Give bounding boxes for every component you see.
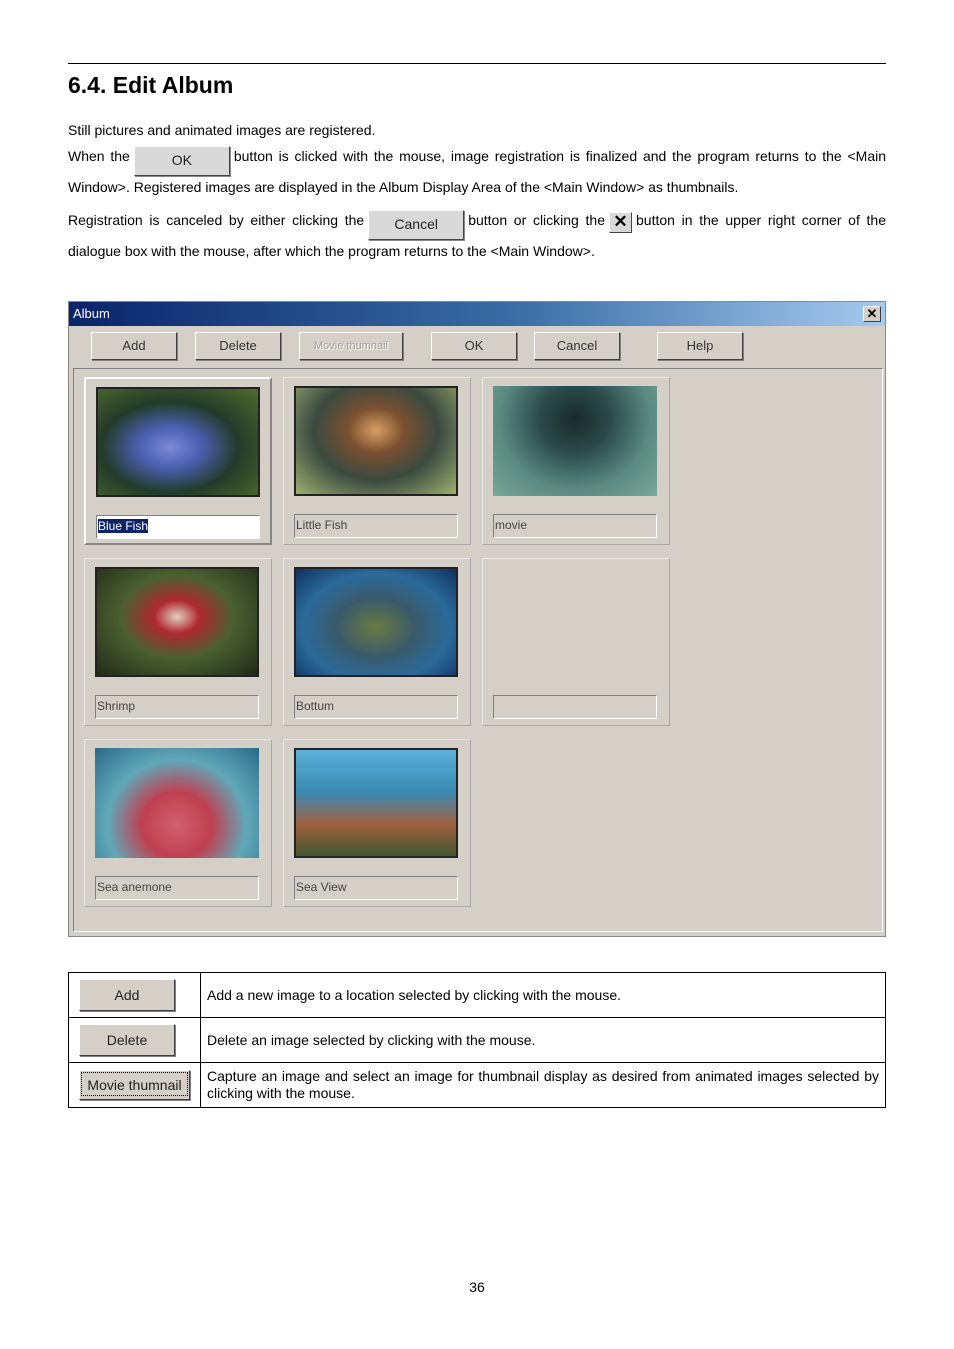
help-button[interactable]: Help: [657, 332, 743, 360]
table-description: Delete an image selected by clicking with the mouse.: [201, 1018, 886, 1063]
ok-button[interactable]: OK: [431, 332, 517, 360]
add-button[interactable]: Add: [91, 332, 177, 360]
ok-paragraph: [68, 145, 886, 198]
album-item[interactable]: [84, 377, 272, 545]
album-item[interactable]: [482, 377, 670, 545]
table-row: [69, 1018, 886, 1063]
thumbnail-image[interactable]: [493, 386, 657, 496]
ok-para-after: button is clicked with the mouse, image registration is finalized and the program returns to the <Main Window>. Registered images are displayed in the Album Display Area of the <Main Window> as thumbnails.: [68, 148, 886, 195]
cancel-paragraph: [68, 209, 886, 262]
item-label-field[interactable]: [96, 515, 260, 539]
cancel-button[interactable]: Cancel: [534, 332, 620, 360]
section-title: 6.4. Edit Album: [68, 72, 234, 98]
table-row: [69, 1063, 886, 1108]
album-item[interactable]: [283, 558, 471, 726]
item-label-field[interactable]: movie: [493, 514, 657, 538]
cancel-para-before: Registration is canceled by either clicking the: [68, 212, 365, 228]
intro-text: Still pictures and animated images are registered.: [68, 122, 376, 138]
header-rule: [68, 63, 886, 64]
album-item[interactable]: [84, 739, 272, 907]
table-description: Add a new image to a location selected by clicking with the mouse.: [201, 973, 886, 1018]
table-delete-button: Delete: [79, 1024, 175, 1056]
thumbnail-image[interactable]: [294, 748, 458, 858]
album-item[interactable]: [283, 377, 471, 545]
album-item[interactable]: [283, 739, 471, 907]
table-movie-thumbnail-label: Movie thumnail: [81, 1072, 188, 1096]
table-cell: [69, 1018, 201, 1063]
item-label-field[interactable]: Bottum: [294, 695, 458, 719]
album-dialog: [68, 301, 886, 937]
item-label-field[interactable]: Sea View: [294, 876, 458, 900]
album-display-area: [73, 368, 883, 932]
close-icon[interactable]: ✕: [863, 306, 881, 322]
item-label-field[interactable]: Sea anemone: [95, 876, 259, 900]
dialog-title: Album: [73, 306, 110, 321]
inline-ok-button: OK: [134, 146, 230, 176]
inline-cancel-button: Cancel: [368, 210, 464, 240]
button-description-table: [68, 972, 886, 1108]
thumbnail-image[interactable]: [96, 387, 260, 497]
movie-thumbnail-button[interactable]: Movie thumnail: [299, 332, 403, 360]
table-description: Capture an image and select an image for thumbnail display as desired from animated images selected by clicking with the mouse.: [201, 1063, 886, 1108]
album-item-empty[interactable]: [482, 558, 670, 726]
ok-para-before: When the: [68, 148, 130, 164]
inline-close-icon: ✕: [609, 212, 632, 233]
cancel-para-after: button in the upper right corner of the dialogue box with the mouse, after which the program returns to the <Main Window>.: [68, 212, 887, 259]
thumbnail-image[interactable]: [294, 567, 458, 677]
item-label: Blue Fish: [98, 519, 149, 533]
table-row: [69, 973, 886, 1018]
table-cell: [69, 1063, 201, 1108]
item-label-field[interactable]: Little Fish: [294, 514, 458, 538]
delete-button[interactable]: Delete: [195, 332, 281, 360]
thumbnail-image[interactable]: [95, 748, 259, 858]
item-label-field[interactable]: [493, 695, 657, 719]
item-label-field[interactable]: Shrimp: [95, 695, 259, 719]
dialog-titlebar: [69, 302, 885, 326]
table-add-button: Add: [79, 979, 175, 1011]
album-item[interactable]: [84, 558, 272, 726]
page-number: 36: [469, 1279, 485, 1295]
table-movie-thumbnail-button: [79, 1070, 190, 1100]
table-cell: [69, 973, 201, 1018]
cancel-para-middle: button or clicking the: [468, 212, 606, 228]
thumbnail-image[interactable]: [95, 567, 259, 677]
thumbnail-image[interactable]: [294, 386, 458, 496]
